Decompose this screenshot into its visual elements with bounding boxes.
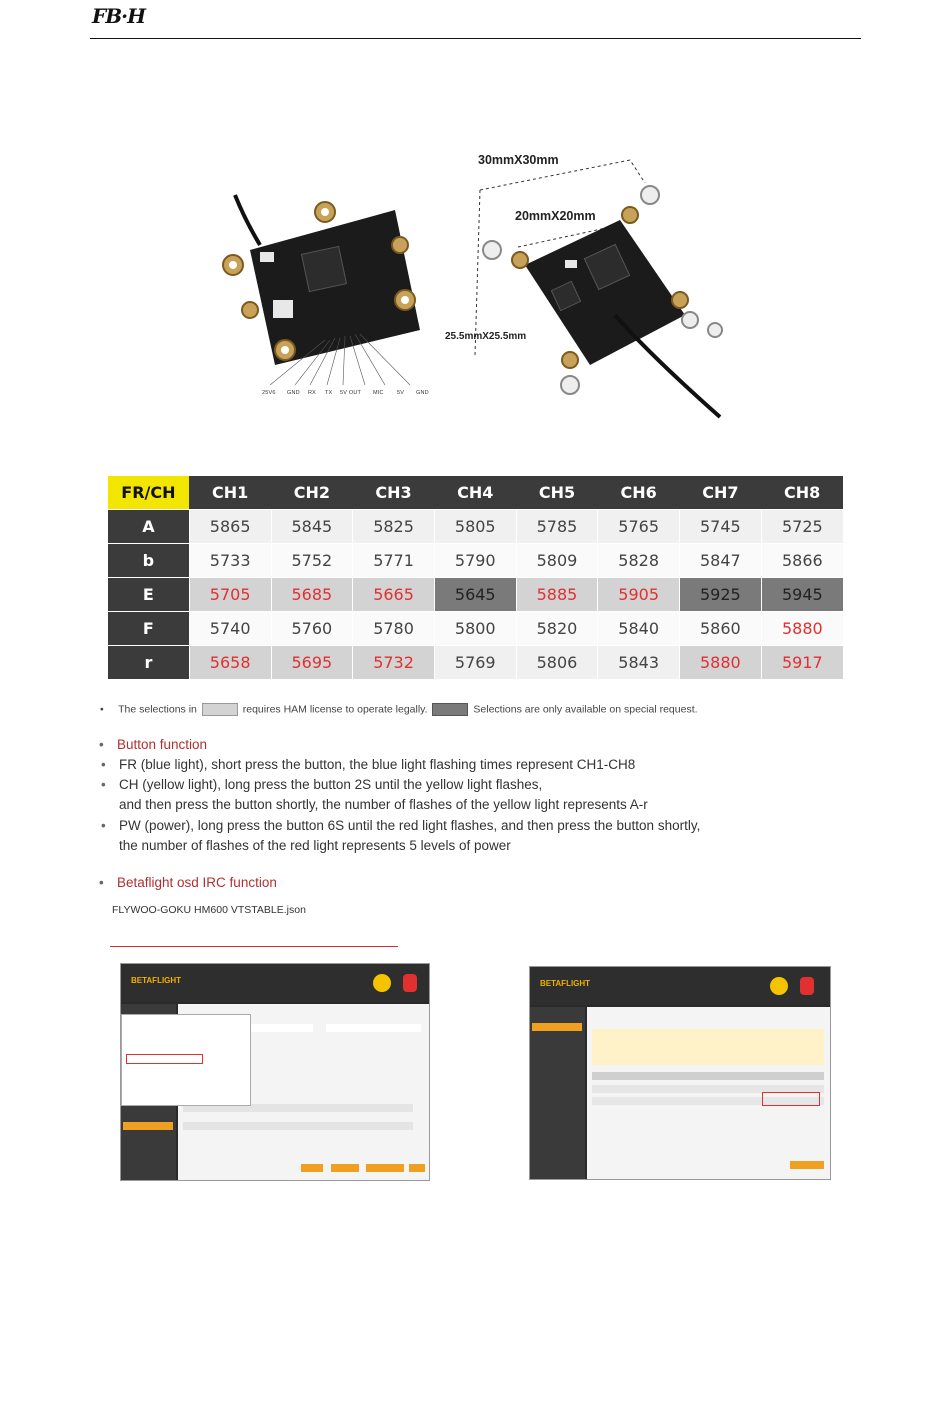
ch-text-1: CH (yellow light), long press the button 2S until the yellow light flashes, [119,777,543,792]
frequency-cell: 5905 [598,578,680,612]
column-header: CH4 [434,476,516,510]
column-header: CH6 [598,476,680,510]
pw-instruction [101,818,701,833]
pin-label-2: GND [287,390,300,396]
screenshot-brand: BETAFLIGHT [540,979,591,988]
screenshot-redbox [762,1092,820,1106]
note-prefix: The selections in [118,703,197,716]
bullet-dot: • [101,757,106,772]
frequency-cell: 5665 [353,578,435,612]
pin-label-3: RX [308,390,317,396]
table-header-row [108,476,844,510]
column-header: CH2 [271,476,353,510]
screenshot-row [326,1024,421,1032]
screenshot-button [301,1164,323,1172]
frequency-cell: 5845 [271,510,353,544]
pin-label-6: MIC [373,390,384,396]
frequency-table [107,476,843,679]
bullet-dot: • [100,703,116,716]
dimension-label-outer: 30mmX30mm [478,153,559,167]
band-label: F [108,612,190,646]
fr-instruction [101,757,636,772]
frequency-cell: 5780 [353,612,435,646]
column-header: CH5 [516,476,598,510]
frequency-cell: 5771 [353,544,435,578]
table-row [108,510,844,544]
special-swatch [432,703,468,716]
table-row [108,544,844,578]
betaflight-screenshot-left [120,963,430,1181]
frequency-cell: 5865 [189,510,271,544]
frequency-cell: 5880 [761,612,843,646]
screenshot-redbox [126,1054,203,1064]
column-header: CH1 [189,476,271,510]
pin-label-5: 5V OUT [340,390,362,396]
column-header: CH3 [353,476,435,510]
pin-label-7: 5V [397,390,405,396]
frequency-cell: 5790 [434,544,516,578]
fr-text: FR (blue light), short press the button, the blue light flashing times represent CH1-CH8 [119,757,636,772]
frequency-cell: 5925 [680,578,762,612]
frequency-cell: 5917 [761,646,843,680]
table-row [108,578,844,612]
frequency-cell: 5733 [189,544,271,578]
header-divider [90,38,861,39]
frequency-cell: 5820 [516,612,598,646]
screenshot-button [409,1164,425,1172]
frequency-cell: 5880 [680,646,762,680]
bullet-dot: • [99,737,104,752]
pin-label-4: TX [325,390,333,396]
frequency-cell: 5840 [598,612,680,646]
frequency-cell: 5800 [434,612,516,646]
frequency-cell: 5685 [271,578,353,612]
frequency-cell: 5809 [516,544,598,578]
bullet-dot: • [101,777,106,792]
frequency-cell: 5732 [353,646,435,680]
ch-text-2: and then press the button shortly, the number of flashes of the yellow light represents A-r [119,797,648,812]
dimension-label-inner: 20mmX20mm [515,209,596,223]
dimension-label-mid: 25.5mmX25.5mm [445,331,527,342]
table-corner-header: FR/CH [108,476,190,510]
screenshot-red-button [403,974,417,992]
screenshot-notice [592,1029,824,1065]
pin-label-1: 25V6 [262,390,276,396]
config-file-name: FLYWOO-GOKU HM600 VTSTABLE.json [112,904,306,916]
frequency-cell: 5769 [434,646,516,680]
frequency-cell: 5745 [680,510,762,544]
screenshot-row [183,1122,413,1130]
table-body [108,510,844,680]
betaflight-title: Betaflight osd IRC function [117,875,277,890]
bullet-dot: • [101,818,106,833]
frequency-cell: 5752 [271,544,353,578]
ch-instruction [101,777,543,792]
table-row [108,646,844,680]
screenshot-yellow-button [770,977,788,995]
betaflight-heading [99,875,277,890]
frequency-cell: 5658 [189,646,271,680]
band-label: r [108,646,190,680]
column-header: CH8 [761,476,843,510]
frequency-cell: 5785 [516,510,598,544]
screenshot-highlight [532,1023,582,1031]
frequency-cell: 5847 [680,544,762,578]
frequency-cell: 5825 [353,510,435,544]
board-photo-bottom [205,190,450,405]
band-label: E [108,578,190,612]
frequency-cell: 5645 [434,578,516,612]
button-function-heading [99,737,208,752]
betaflight-screenshot-right [529,966,831,1180]
note-middle: requires HAM license to operate legally. [242,703,428,716]
frequency-cell: 5740 [189,612,271,646]
screenshot-row [592,1072,824,1080]
frequency-cell: 5866 [761,544,843,578]
pw-text-1: PW (power), long press the button 6S until the red light flashes, and then press the button shortly, [119,818,701,833]
band-label: A [108,510,190,544]
frequency-cell: 5885 [516,578,598,612]
table-row [108,612,844,646]
brand-logo: FB·H [92,4,145,28]
frequency-cell: 5945 [761,578,843,612]
board-photo-top [440,155,750,420]
column-header: CH7 [680,476,762,510]
frequency-cell: 5843 [598,646,680,680]
screenshot-button [790,1161,824,1169]
button-function-title: Button function [117,737,208,752]
frequency-cell: 5860 [680,612,762,646]
frequency-cell: 5725 [761,510,843,544]
note-suffix: Selections are only available on special request. [473,703,698,716]
screenshot-highlight [123,1122,173,1130]
frequency-cell: 5765 [598,510,680,544]
bullet-dot: • [99,875,104,890]
frequency-cell: 5806 [516,646,598,680]
pw-text-2: the number of flashes of the red light represents 5 levels of power [119,838,511,853]
ham-swatch [202,703,238,716]
frequency-cell: 5760 [271,612,353,646]
pin-label-8: GND [416,390,429,396]
band-label: b [108,544,190,578]
screenshot-brand: BETAFLIGHT [131,976,182,985]
screenshot-sidebar [530,1007,585,1179]
frequency-cell: 5695 [271,646,353,680]
screenshot-button [366,1164,404,1172]
red-underline [110,946,398,947]
screenshot-yellow-button [373,974,391,992]
screenshot-red-button [800,977,814,995]
license-note [100,703,698,716]
frequency-cell: 5805 [434,510,516,544]
frequency-cell: 5705 [189,578,271,612]
screenshot-button [331,1164,359,1172]
frequency-cell: 5828 [598,544,680,578]
